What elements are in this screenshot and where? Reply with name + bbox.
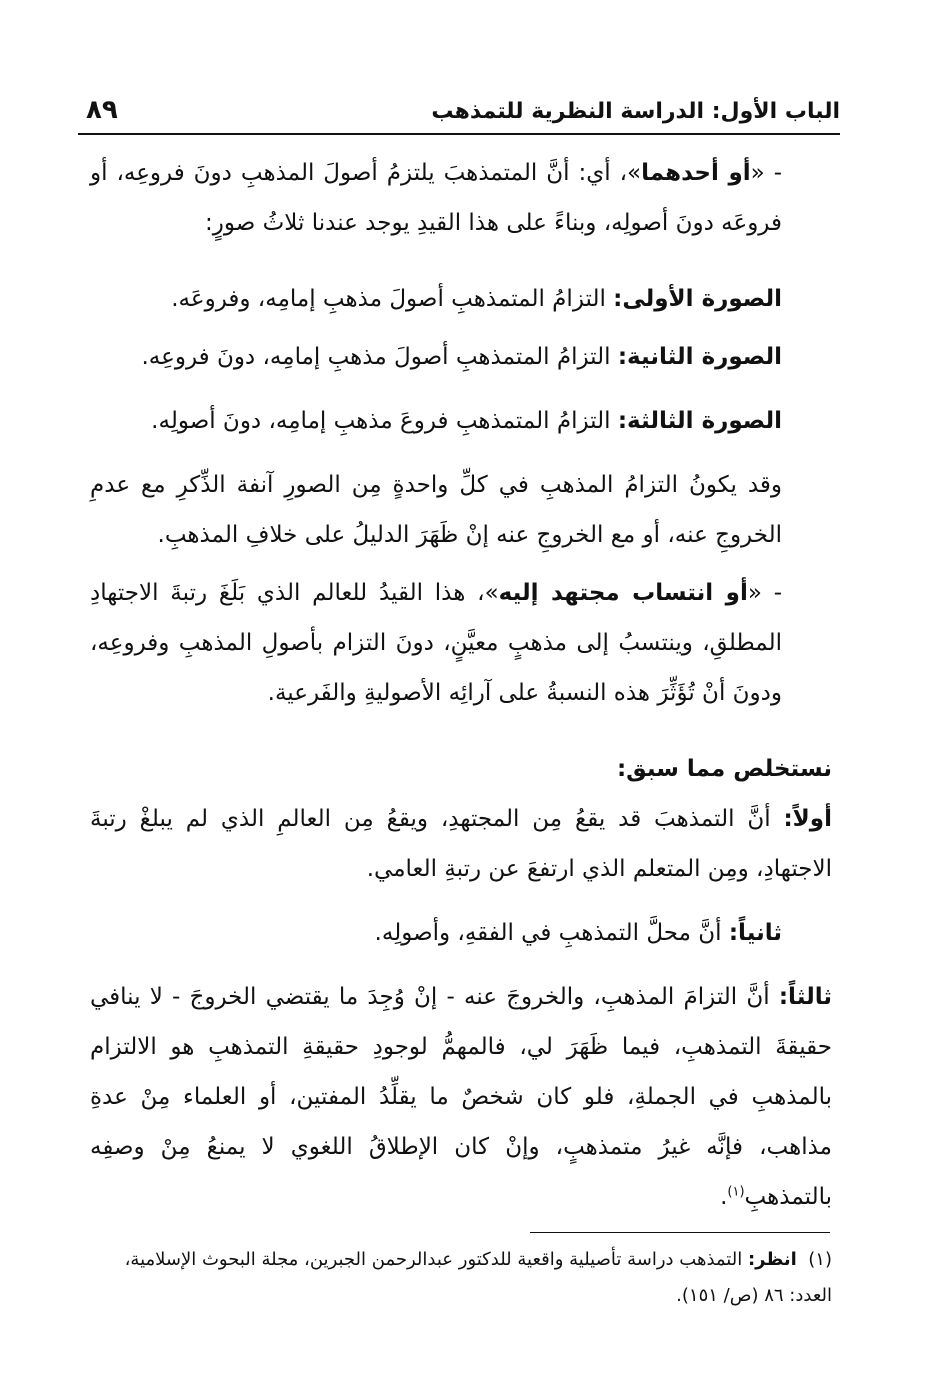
paragraph-text: أنَّ التمذهبَ قد يقعُ مِن المجتهدِ، ويقعُ مِن العالمِ الذي لم يبلغْ رتبةَ الاجتهادِ، ومِن المتعلم الذي ارتفعَ عن رتبةِ العامي. [90, 806, 832, 882]
footnote-label: انظر: [747, 1249, 797, 1270]
heading-first-form: الصورة الأولى: [613, 286, 782, 312]
paragraph-first-conclusion [90, 794, 832, 894]
paragraph-end: . [720, 1184, 728, 1210]
page-number: ٨٩ [86, 95, 118, 125]
footnote [90, 1242, 832, 1314]
paragraph-third-conclusion [90, 972, 832, 1222]
paragraph-first-form [90, 274, 832, 324]
paragraph-text: »، هذا القيدُ للعالم الذي بَلَغَ رتبةَ الاجتهادِ المطلقِ، وينتسبُ إلى مذهبٍ معيَّنٍ، دونَ التزام بأصولِ المذهبِ وفروعِه، ودونَ أنْ تُؤَثِّرَ هذه النسبةُ على آرائِه الأصوليةِ والفَرعية. [90, 580, 782, 706]
paragraph-text: أنَّ محلَّ التمذهبِ في الفقهِ، وأصولِه. [374, 920, 729, 946]
footnote-reference[interactable]: (١) [727, 1184, 745, 1200]
term-intisab-mujtahid: أو انتساب مجتهد إليه [498, 580, 748, 606]
paragraph-text: »، أي: أنَّ المتمذهبَ يلتزمُ أصولَ المذهبِ دونَ فروعِه، أو فروعَه دونَ أصولِه، وبناءً على هذا القيدِ يوجد عندنا ثلاثُ صورٍ: [90, 160, 782, 236]
quote-prefix: - « [750, 160, 782, 186]
paragraph-commitment-note [90, 460, 832, 560]
term-aw-ahaduhuma: أو أحدهما [641, 160, 751, 186]
heading-third: ثالثاً: [778, 984, 832, 1010]
paragraph-second-form [90, 332, 832, 382]
paragraph-text: أنَّ التزامَ المذهبِ، والخروجَ عنه - إنْ وُجِدَ ما يقتضي الخروجَ - لا ينافي حقيقةَ التمذهبِ، فيما ظَهَرَ لي، فالمهمُّ لوجودِ حقيقةِ التمذهبِ هو الالتزام بالمذهبِ في الجملةِ، فلو كان شخصٌ ما يقلِّدُ المفتين، أو العلماء مِنْ عدةِ مذاهب، فإنَّه غيرُ متمذهبٍ، وإنْ كان الإطلاقُ اللغوي لا يمنعُ مِنْ وصفِه بالتمذهبِ [90, 984, 832, 1210]
main-text [90, 148, 832, 1222]
paragraph-text: التزامُ المتمذهبِ أصولَ مذهبِ إمامِه، وفروعَه. [171, 286, 614, 312]
heading-third-form: الصورة الثالثة: [617, 408, 782, 434]
paragraph-mujtahid-affiliation [90, 568, 832, 718]
page-header [78, 95, 840, 135]
conclusions-heading: نستخلص مما سبق: [616, 756, 832, 782]
footnote-text: التمذهب دراسة تأصيلية واقعية للدكتور عبدالرحمن الجبرين، مجلة البحوث الإسلامية، العدد: ٨٦ (ص/ ١٥١). [124, 1249, 832, 1306]
footnote-marker: (١) [808, 1249, 832, 1270]
quote-prefix: - « [747, 580, 782, 606]
paragraph-third-form [90, 396, 832, 446]
paragraph-definition-condition [90, 148, 832, 248]
heading-second-form: الصورة الثانية: [617, 344, 782, 370]
footnote-item [90, 1242, 832, 1314]
paragraph-second-conclusion [90, 908, 832, 958]
footnote-separator [530, 1232, 830, 1233]
paragraph-text: التزامُ المتمذهبِ أصولَ مذهبِ إمامِه، دونَ فروعِه. [141, 344, 618, 370]
running-title: الباب الأول: الدراسة النظرية للتمذهب [431, 99, 840, 124]
paragraph-text: وقد يكونُ التزامُ المذهبِ في كلِّ واحدةٍ مِن الصورِ آنفة الذِّكرِ مع عدمِ الخروجِ عنه، أو مع الخروجِ عنه إنْ ظَهَرَ الدليلُ على خلافِ المذهبِ. [90, 472, 782, 548]
subheading-conclusions [90, 744, 832, 794]
heading-second: ثانياً: [728, 920, 782, 946]
header-rule [78, 133, 840, 135]
paragraph-text: التزامُ المتمذهبِ فروعَ مذهبِ إمامِه، دونَ أصولِه. [151, 408, 618, 434]
heading-first: أولاً: [783, 806, 832, 832]
